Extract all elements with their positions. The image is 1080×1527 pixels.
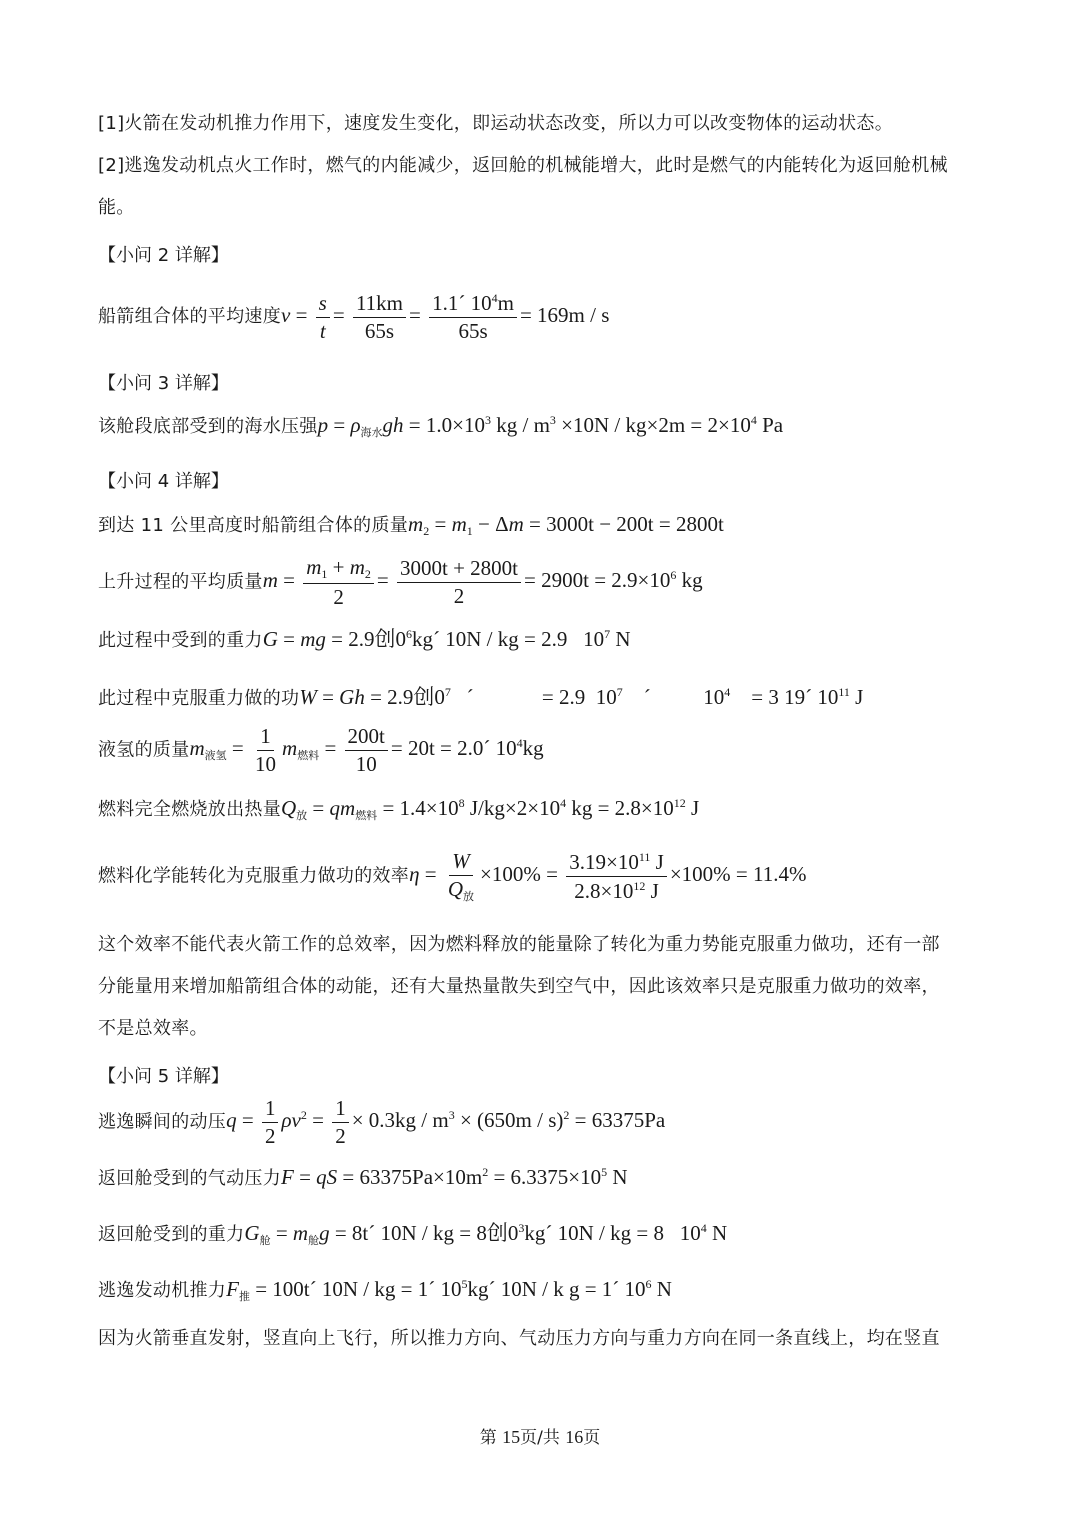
equation-label: 返回舱受到的气动压力: [98, 1168, 281, 1189]
equation-gravity: [98, 628, 631, 650]
heading-q2: 【小问 2 详解】: [98, 245, 229, 266]
equation-body: m = $\frac{m_1 + m_2}{2}$ = $\frac{3000t + 2800t}{2}$ = $2900t = 2.9\times 10^6$ kg: [262, 555, 703, 609]
heading-q4: 【小问 4 详解】: [98, 471, 229, 492]
paragraph-answer-1: [1]火箭在发动机推力作用下，速度发生变化，即运动状态改变，所以力可以改变物体的运动状态。: [98, 113, 893, 134]
equation-body: G = mg = 2.9创$0^6kg´$ 10N / kg = 2.9 $10^7$ N: [262, 627, 631, 651]
equation-body: η = $\frac{W}{Q_放}$ ×100% = $\frac{3.19\times 10^{11} J}{2.8\times 10^{12} J}$ ×100% = 11.4%: [409, 849, 807, 903]
footer-prefix: 第: [479, 1428, 503, 1448]
equation-aero-force: [98, 1166, 628, 1188]
equation-label: 该舱段底部受到的海水压强: [98, 416, 318, 437]
equation-label: 此过程中受到的重力: [98, 630, 263, 651]
heading-q3: 【小问 3 详解】: [98, 373, 229, 394]
equation-label: 逃逸瞬间的动压: [98, 1111, 227, 1133]
equation-body: F = qS = $63375Pa\times 10m^2 = 6.3375\times 10^5$ N: [281, 1165, 628, 1189]
paragraph-force-direction: 因为火箭垂直发射，竖直向上飞行，所以推力方向、气动压力方向与重力方向在同一条直线上，均在竖直: [98, 1328, 940, 1349]
equation-label: 到达 11 公里高度时船箭组合体的质量: [98, 515, 409, 536]
equation-escape-thrust: [98, 1278, 672, 1302]
footer-total-pages: 16: [565, 1427, 584, 1447]
equation-label: 此过程中克服重力做的功: [98, 688, 300, 709]
equation-body: $m_2 = m_1 - \Delta m = 3000t - 200t = 2800t$: [408, 512, 724, 538]
equation-label: 船箭组合体的平均速度: [98, 305, 281, 327]
footer-suffix: 页: [583, 1428, 601, 1448]
equation-efficiency: [98, 851, 806, 902]
paragraph-efficiency-explanation-line2: 分能量用来增加船箭组合体的动能，还有大量热量散失到空气中，因此该效率只是克服重力做功的效率，: [98, 976, 940, 997]
equation-hydrogen-mass: [98, 726, 544, 775]
paragraph-efficiency-explanation-line1: 这个效率不能代表火箭工作的总效率，因为燃料释放的能量除了转化为重力势能克服重力做功，还有一部: [98, 934, 940, 955]
footer-current-page: 15: [502, 1427, 521, 1447]
equation-body: $G_舱 = m_舱g$ = 8t´ 10N / kg = 8创$0^3kg´$ 10N / kg = 8 $10^4$ N: [244, 1221, 728, 1247]
equation-body: W = Gh = 2.9创$0^7$ ´ = 2.9 $10^7$ ´ $10^4$ = 3 19´ $10^{11}$ J: [299, 685, 864, 709]
equation-body: $p = \rho_{海水}gh = 1.0\times 10^3$ kg / $m^3 \times 10N / kg\times 2m = 2\times 10^4$ Pa: [317, 413, 784, 439]
equation-body: $F_推$ = 100t´ 10N / kg = 1´ $10^5kg´$ 10N / k g = 1´ $10^6$ N: [226, 1277, 672, 1303]
equation-capsule-gravity: [98, 1222, 727, 1246]
paragraph-answer-2-line1: [2]逃逸发动机点火工作时，燃气的内能减少，返回舱的机械能增大，此时是燃气的内能转化为返回舱机械: [98, 155, 948, 176]
equation-label: 液氢的质量: [98, 739, 190, 761]
equation-water-pressure: [98, 414, 783, 438]
equation-label: 返回舱受到的重力: [98, 1224, 245, 1245]
equation-body: v = $\frac{s}{t}$ = $\frac{11km}{65s}$ = $\frac{1.1´ 10^4m}{65s}$ = 169m / s: [281, 290, 610, 343]
equation-body: q = $\frac{1}{2}$ $\rho v^2$ = $\frac{1}{2}$ × $0.3kg / m^3 \times (650m / s)^2 = 63375Pa$: [226, 1096, 666, 1148]
heading-q5: 【小问 5 详解】: [98, 1066, 229, 1087]
paragraph-answer-2-line2: 能。: [98, 197, 135, 218]
equation-label: 燃料完全燃烧放出热量: [98, 799, 281, 820]
equation-dynamic-pressure: [98, 1098, 665, 1147]
footer-middle: 页/共: [520, 1428, 566, 1448]
equation-label: 燃料化学能转化为克服重力做功的效率: [98, 865, 410, 887]
equation-body: $Q_放 = qm_{燃料} = 1.4\times 10^8$ $J/kg\times 2\times 10^4$ kg = $2.8\times 10^{12}$ J: [281, 796, 700, 822]
equation-work-against-gravity: [98, 686, 863, 708]
equation-label: 逃逸发动机推力: [98, 1280, 227, 1301]
page-footer: [0, 1423, 1080, 1448]
equation-average-mass: [98, 557, 703, 608]
equation-body: $m_{液氢}$ = $\frac{1}{10}$ $m_{燃料}$ = $\frac{200t}{10}$ = 20t = 2.0´ $10^4kg$: [189, 724, 544, 776]
equation-mass-at-11km: [98, 514, 724, 537]
equation-heat-released: [98, 797, 699, 821]
equation-average-speed: [98, 292, 609, 342]
paragraph-efficiency-explanation-line3: 不是总效率。: [98, 1018, 208, 1039]
equation-label: 上升过程的平均质量: [98, 571, 263, 593]
